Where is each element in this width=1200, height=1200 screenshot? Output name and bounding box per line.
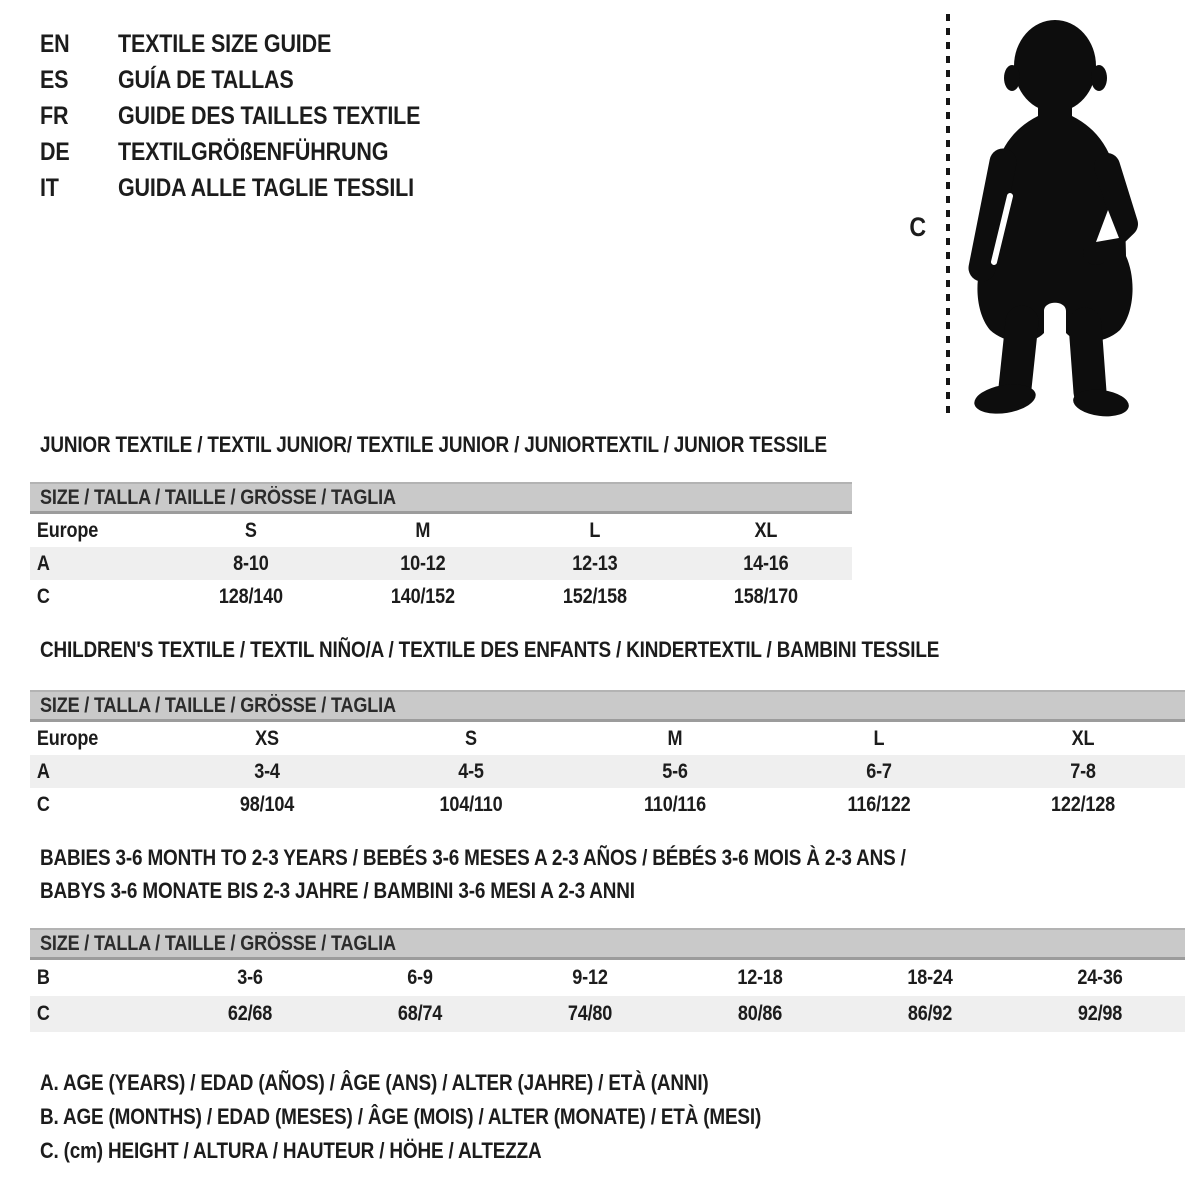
section-title-text: BABIES 3-6 MONTH TO 2-3 YEARS / BEBÉS 3-6 MESES A 2-3 AÑOS / BÉBÉS 3-6 MOIS À 2-3 ANS / (40, 845, 906, 870)
cell-value: L (873, 726, 885, 750)
language-row-fr (40, 98, 470, 134)
row-label: Europe (36, 518, 99, 542)
cell-value: 62/68 (227, 1002, 273, 1025)
measurement-legend (40, 1066, 878, 1168)
row-label: C (36, 1002, 50, 1025)
cell-value: 140/152 (390, 584, 455, 608)
cell-value: S (244, 518, 257, 542)
cell-value: M (667, 726, 683, 750)
legend-line-a (40, 1066, 878, 1100)
language-code (40, 30, 118, 59)
language-row-en (40, 26, 470, 62)
cell-value: XS (255, 726, 279, 750)
cell-value: 7-8 (1070, 759, 1096, 783)
cell-value: 128/140 (218, 584, 283, 608)
cell-value: 6-7 (866, 759, 892, 783)
cell-value: M (415, 518, 431, 542)
section-title-line2 (40, 874, 1047, 907)
cell-value: 4-5 (458, 759, 484, 783)
section-title-text: BABYS 3-6 MONATE BIS 2-3 JAHRE / BAMBINI 3-6 MESI A 2-3 ANNI (40, 878, 635, 903)
language-row-de (40, 134, 470, 170)
children-size-table (30, 690, 1185, 821)
cell-value: 14-16 (743, 551, 789, 575)
cell-value: 68/74 (397, 1002, 443, 1025)
legend-text: B. AGE (MONTHS) / EDAD (MESES) / ÂGE (MOIS) / ALTER (MONATE) / ETÀ (MESI) (40, 1104, 762, 1129)
cell-value: 18-24 (907, 966, 953, 989)
row-label: A (36, 551, 50, 575)
language-code-text: EN (40, 29, 70, 58)
cell-value: 122/128 (1050, 792, 1116, 816)
cell-value: 9-12 (572, 966, 608, 989)
section-title-text: JUNIOR TEXTILE / TEXTIL JUNIOR/ TEXTILE JUNIOR / JUNIORTEXTIL / JUNIOR TESSILE (40, 432, 827, 457)
guide-title-it: GUIDA ALLE TAGLIE TESSILI (118, 173, 414, 202)
language-title-list (40, 26, 470, 206)
cell-value: 110/116 (643, 792, 707, 816)
cell-value: 116/122 (847, 792, 911, 816)
babies-size-table (30, 928, 1185, 1032)
cell-value: XL (1071, 726, 1095, 750)
table-row-europe (30, 514, 852, 547)
cell-value: 10-12 (399, 551, 446, 575)
cell-value: 8-10 (233, 551, 269, 575)
table-header-band (30, 482, 852, 514)
cell-value: L (588, 518, 600, 542)
table-header-label: SIZE / TALLA / TAILLE / GRÖSSE / TAGLIA (40, 693, 396, 717)
section-title-line1 (40, 841, 1047, 874)
language-row-it (40, 170, 470, 206)
language-row-es (40, 62, 470, 98)
table-row-height-cm (30, 580, 852, 613)
table-header-label: SIZE / TALLA / TAILLE / GRÖSSE / TAGLIA (40, 485, 396, 509)
table-row-height-cm (30, 996, 1185, 1032)
guide-title-fr: GUIDE DES TAILLES TEXTILE (118, 101, 421, 130)
height-measure-dashed-line (944, 14, 952, 418)
table-row-age-months (30, 960, 1185, 996)
cell-value: 12-13 (571, 551, 618, 575)
cell-value: 104/110 (439, 792, 503, 816)
section-title-children (40, 637, 1086, 663)
section-title-text: CHILDREN'S TEXTILE / TEXTIL NIÑO/A / TEXTILE DES ENFANTS / KINDERTEXTIL / BAMBINI TESSILE (40, 637, 940, 662)
cell-value: S (465, 726, 477, 750)
language-code-text: ES (40, 65, 69, 94)
language-code-text: IT (40, 173, 59, 202)
legend-text: C. (cm) HEIGHT / ALTURA / HAUTEUR / HÖHE / ALTEZZA (40, 1138, 542, 1163)
cell-value: 74/80 (567, 1002, 613, 1025)
cell-value: 5-6 (662, 759, 688, 783)
legend-text: A. AGE (YEARS) / EDAD (AÑOS) / ÂGE (ANS) / ALTER (JAHRE) / ETÀ (ANNI) (40, 1070, 709, 1095)
section-title-babies (40, 841, 1047, 907)
cell-value: 6-9 (407, 966, 433, 989)
row-label: C (36, 792, 50, 816)
cell-value: 86/92 (907, 1002, 953, 1025)
cell-value: 92/98 (1077, 1002, 1123, 1025)
language-code-text: FR (40, 101, 69, 130)
section-title-junior (40, 432, 955, 458)
table-header-band (30, 928, 1185, 960)
row-label: B (36, 966, 50, 989)
cell-value: 152/158 (562, 584, 627, 608)
table-header-band (30, 690, 1185, 722)
table-row-height-cm (30, 788, 1185, 821)
row-label: Europe (36, 726, 99, 750)
cell-value: 12-18 (737, 966, 783, 989)
language-code (40, 102, 118, 131)
legend-line-b (40, 1100, 878, 1134)
legend-line-c (40, 1134, 878, 1168)
table-row-age-years (30, 755, 1185, 788)
cell-value: 80/86 (737, 1002, 783, 1025)
table-header-label: SIZE / TALLA / TAILLE / GRÖSSE / TAGLIA (40, 931, 396, 955)
table-row-age-years (30, 547, 852, 580)
guide-title-es: GUÍA DE TALLAS (118, 65, 294, 94)
toddler-silhouette-figure (958, 12, 1144, 418)
language-code-text: DE (40, 137, 70, 166)
language-code (40, 174, 118, 203)
cell-value: 3-4 (254, 759, 280, 783)
row-label: C (36, 584, 50, 608)
guide-title-de: TEXTILGRÖßENFÜHRUNG (118, 137, 389, 166)
cell-value: 98/104 (239, 792, 295, 816)
height-measure-label: C (909, 212, 926, 242)
language-code (40, 66, 118, 95)
language-code (40, 138, 118, 167)
guide-title-en: TEXTILE SIZE GUIDE (118, 29, 332, 58)
junior-size-table (30, 482, 852, 613)
cell-value: 24-36 (1077, 966, 1123, 989)
cell-value: XL (754, 518, 778, 542)
cell-value: 3-6 (237, 966, 263, 989)
row-label: A (36, 759, 50, 783)
cell-value: 158/170 (734, 584, 799, 608)
table-row-europe (30, 722, 1185, 755)
